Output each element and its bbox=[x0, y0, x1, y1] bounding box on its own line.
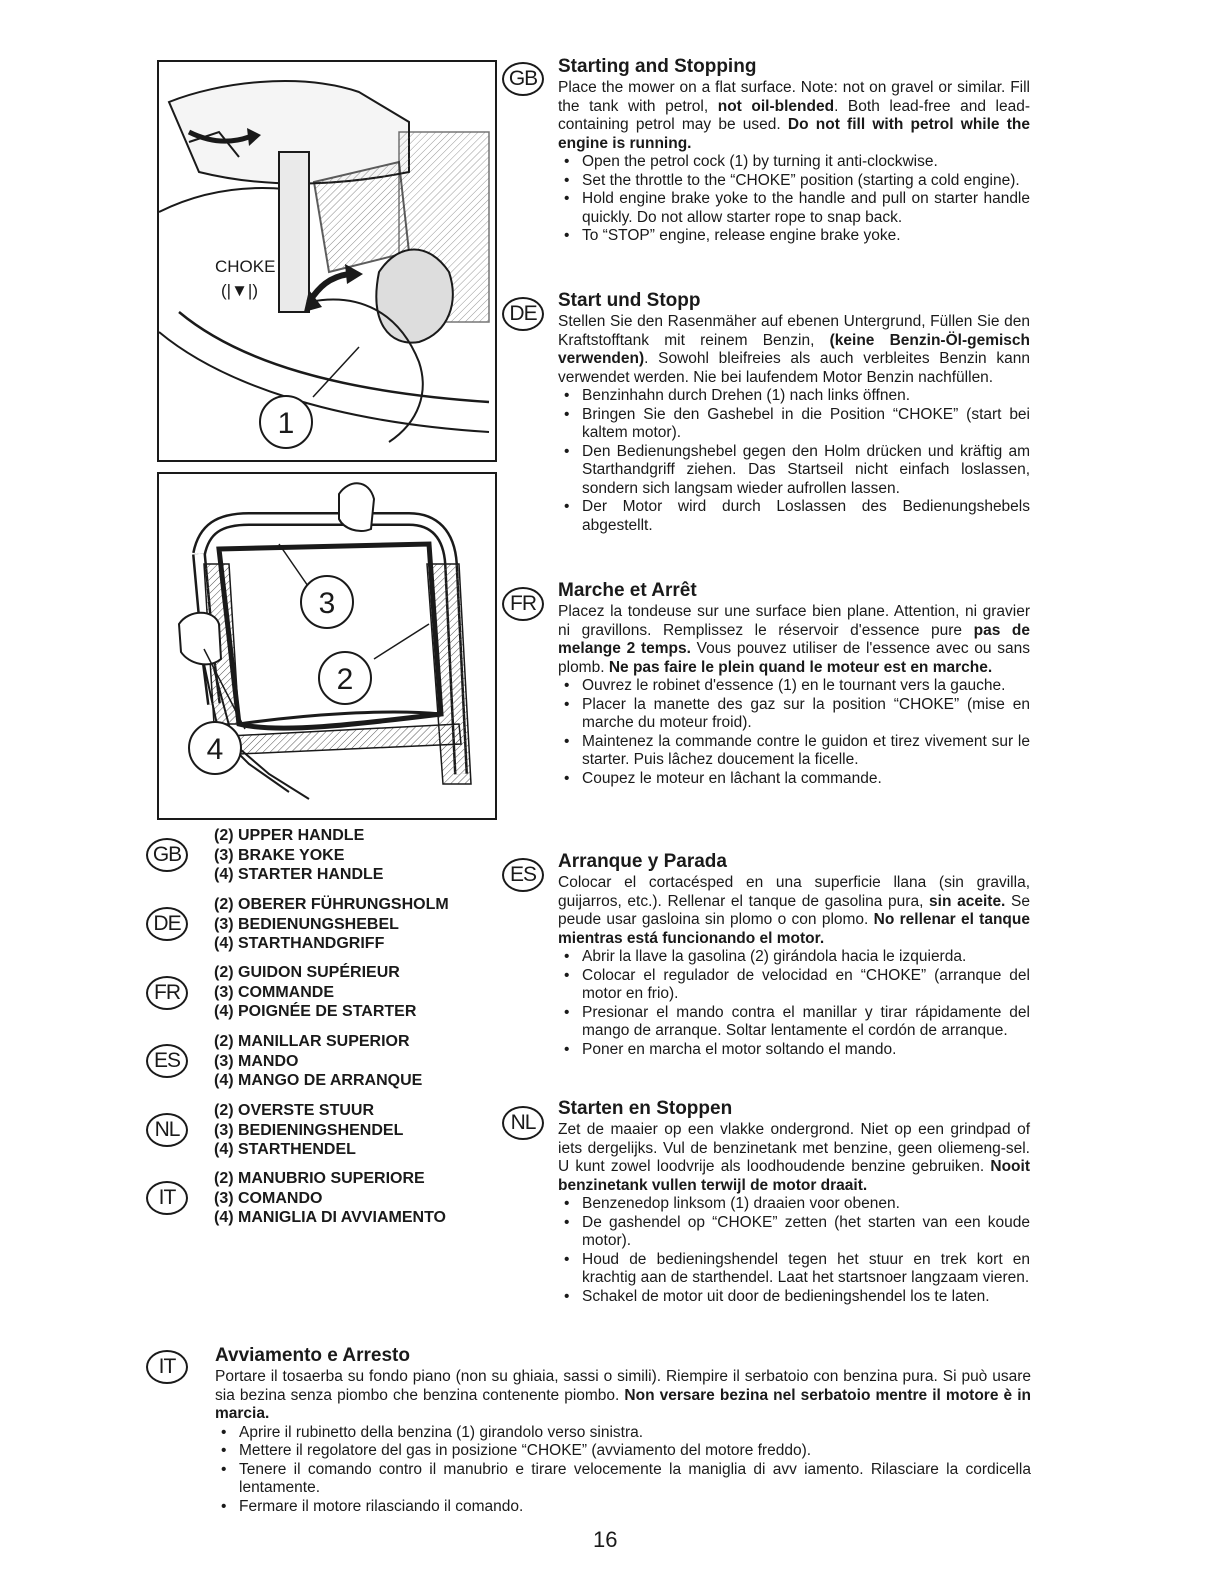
list-item: • Bringen Sie den Gashebel in die Position “CHOKE” (start bei kaltem motor). bbox=[558, 406, 1030, 443]
callout-2: 2 bbox=[336, 663, 354, 696]
legend-line: (4) MANIGLIA DI AVVIAMENTO bbox=[214, 1209, 446, 1226]
list-item: • Open the petrol cock (1) by turning it anti-clockwise. bbox=[558, 153, 1030, 172]
legend-line: (2) MANILLAR SUPERIOR bbox=[214, 1033, 410, 1050]
es-flag-badge: ES bbox=[146, 1044, 188, 1078]
instruction-list bbox=[558, 153, 1030, 246]
list-item: • Hold engine brake yoke to the handle and pull on starter handle quickly. Do not allow starter rope to snap back. bbox=[558, 190, 1030, 227]
legend-gb bbox=[214, 826, 383, 885]
section-de bbox=[558, 290, 1030, 535]
legend-line: (3) BRAKE YOKE bbox=[214, 846, 345, 864]
nl-flag-badge: NL bbox=[502, 1106, 544, 1140]
section-title: Starten en Stoppen bbox=[558, 1098, 733, 1119]
legend-line: (4) MANGO DE ARRANQUE bbox=[214, 1072, 423, 1089]
page-number: 16 bbox=[593, 1527, 618, 1552]
list-item: • Set the throttle to the “CHOKE” position (starting a cold engine). bbox=[558, 172, 1030, 191]
list-item: • Fermare il motore rilasciando il comando. bbox=[215, 1498, 1031, 1517]
nl-flag-badge: NL bbox=[146, 1113, 188, 1147]
list-item: • Benzenedop linksom (1) draaien voor obenen. bbox=[558, 1195, 1030, 1214]
list-item: • To “STOP” engine, release engine brake yoke. bbox=[558, 227, 1030, 246]
list-item: • Ouvrez le robinet d'essence (1) en le tournant vers la gauche. bbox=[558, 677, 1030, 696]
list-item: • Mettere il regolatore del gas in posizione “CHOKE” (avviamento del motore freddo). bbox=[215, 1442, 1031, 1461]
section-intro: Portare il tosaerba su fondo piano (non su ghiaia, sassi o simili). Riempire il serbatoio con benzina pura. Si può usare sia bezina senza piombo che benzina contenente piombo. Non versare bezina nel serbatoio mentre il motore è in marcia. bbox=[215, 1368, 1031, 1422]
legend-line: (3) MANDO bbox=[214, 1052, 299, 1070]
section-nl bbox=[558, 1098, 1030, 1306]
engine-choke-illustration bbox=[157, 60, 497, 462]
list-item: • Den Bedienungshebel gegen den Holm drücken und kräftig am Starthandgriff ziehen. Das Startseil nicht einfach loslassen, sondern sich langsam wieder aufrollen lassen. bbox=[558, 443, 1030, 499]
legend-de bbox=[214, 895, 449, 954]
list-item: • Colocar el regulador de velocidad en “CHOKE” (arranque del motor en frio). bbox=[558, 967, 1030, 1004]
legend-line: (4) STARTHANDGRIFF bbox=[214, 935, 385, 952]
list-item: • Coupez le moteur en lâchant la commande. bbox=[558, 770, 1030, 789]
section-title: Starting and Stopping bbox=[558, 56, 757, 77]
fr-flag-badge: FR bbox=[502, 587, 544, 621]
list-item: • Poner en marcha el motor soltando el mando. bbox=[558, 1041, 1030, 1060]
list-item: • Placer la manette des gaz sur la position “CHOKE” (mise en marche du moteur froid). bbox=[558, 696, 1030, 733]
list-item: • Tenere il comando contro il manubrio e tirare velocemente la maniglia di avv iamento. Rilasciare la cordicella lentamente. bbox=[215, 1461, 1031, 1498]
list-item: • Presionar el mando contra el manillar y tirar rápidamente del mango de arranque. Soltar lentamente el cordón de arranque. bbox=[558, 1004, 1030, 1041]
section-title: Marche et Arrêt bbox=[558, 580, 697, 601]
instruction-list bbox=[558, 948, 1030, 1059]
list-item: • Benzinhahn durch Drehen (1) nach links öffnen. bbox=[558, 387, 1030, 406]
section-fr bbox=[558, 580, 1030, 788]
callout-4: 4 bbox=[206, 733, 224, 766]
list-item: • Der Motor wird durch Loslassen des Bedienungshebels abgestellt. bbox=[558, 498, 1030, 535]
legend-line: (2) UPPER HANDLE bbox=[214, 827, 365, 844]
legend-nl bbox=[214, 1101, 403, 1160]
legend-line: (3) COMANDO bbox=[214, 1189, 323, 1207]
list-item: • De gashendel op “CHOKE” zetten (het starten van een koude motor). bbox=[558, 1214, 1030, 1251]
legend-line: (3) BEDIENUNGSHEBEL bbox=[214, 915, 399, 933]
section-intro: Colocar el cortacésped en una superficie llana (sin gravilla, guijarros, etc.). Rellenar el tanque de gasolina pura, sin aceite. Se peude usar gasloina sin plomo o con plomo. No rellenar el tanque mientras está funcionando el motor. bbox=[558, 874, 1031, 947]
choke-symbol: (|▼|) bbox=[221, 281, 258, 300]
instruction-list bbox=[215, 1424, 1031, 1517]
instruction-list bbox=[558, 387, 1030, 535]
handle-illustration bbox=[157, 472, 497, 820]
legend-fr bbox=[214, 963, 416, 1022]
legend-line: (2) OBERER FÜHRUNGSHOLM bbox=[214, 896, 449, 913]
legend-line: (3) BEDIENINGSHENDEL bbox=[214, 1121, 404, 1139]
list-item: • Abrir la llave la gasolina (2) girándola hacia le izquierda. bbox=[558, 948, 1030, 967]
section-title: Start und Stopp bbox=[558, 290, 701, 311]
section-title: Avviamento e Arresto bbox=[215, 1345, 410, 1366]
legend-line: (3) COMMANDE bbox=[214, 983, 334, 1001]
it-flag-badge: IT bbox=[146, 1181, 188, 1215]
section-title: Arranque y Parada bbox=[558, 851, 727, 872]
es-flag-badge: ES bbox=[502, 858, 544, 892]
section-intro: Stellen Sie den Rasenmäher auf ebenen Untergrund, Füllen Sie den Kraftstofftank mit reinem Benzin, (keine Benzin-Öl-gemisch verwenden). Sowohl bleifreies als auch verbleites Benzin kann verwendet werden. Nie bei laufendem Motor Benzin nachfüllen. bbox=[558, 313, 1030, 386]
section-intro: Zet de maaier op een vlakke ondergrond. Niet op een grindpad of iets dergelijks. Vul de benzinetank met benzine, geen oliemeng-sel. U kunt zowel loodvrije als loodhoudende benzine gebruiken. Nooit benzinetank vullen terwijl de motor draait. bbox=[558, 1121, 1030, 1194]
legend-line: (4) POIGNÉE DE STARTER bbox=[214, 1003, 417, 1020]
callout-3: 3 bbox=[318, 587, 336, 620]
callout-1: 1 bbox=[277, 407, 295, 440]
list-item: • Schakel de motor uit door de bedieningshendel los te laten. bbox=[558, 1288, 1030, 1307]
instruction-list bbox=[558, 1195, 1030, 1306]
it-flag-badge: IT bbox=[146, 1350, 188, 1384]
legend-line: (2) OVERSTE STUUR bbox=[214, 1102, 375, 1119]
legend-es bbox=[214, 1032, 422, 1091]
section-es bbox=[558, 851, 1030, 1059]
gb-flag-badge: GB bbox=[146, 838, 188, 872]
choke-label: CHOKE bbox=[215, 257, 276, 276]
section-it bbox=[215, 1345, 1031, 1516]
gb-flag-badge: GB bbox=[502, 62, 544, 96]
list-item: • Aprire il rubinetto della benzina (1) girandolo verso sinistra. bbox=[215, 1424, 1031, 1443]
section-intro: Place the mower on a flat surface. Note: not on gravel or similar. Fill the tank with petrol, not oil-blended. Both lead-free and lead-containing petrol may be used. Do not fill with petrol while the engine is running. bbox=[558, 79, 1030, 152]
fr-flag-badge: FR bbox=[146, 976, 188, 1010]
list-item: • Houd de bedieningshendel tegen het stuur en trek kort en krachtig aan de starthendel. Laat het startsnoer langzaam vieren. bbox=[558, 1251, 1030, 1288]
legend-line: (2) MANUBRIO SUPERIORE bbox=[214, 1170, 425, 1187]
legend-line: (4) STARTER HANDLE bbox=[214, 866, 384, 883]
legend-line: (4) STARTHENDEL bbox=[214, 1141, 356, 1158]
instruction-list bbox=[558, 677, 1030, 788]
legend-line: (2) GUIDON SUPÉRIEUR bbox=[214, 964, 400, 981]
section-intro: Placez la tondeuse sur une surface bien plane. Attention, ni gravier ni gravillons. Remplissez le réservoir d'essence pure pas de melange 2 temps. Vous pouvez utiliser de l'essence avec ou sans plomb. Ne pas faire le plein quand le moteur est en marche. bbox=[558, 603, 1031, 676]
de-flag-badge: DE bbox=[502, 297, 544, 331]
de-flag-badge: DE bbox=[146, 907, 188, 941]
list-item: • Maintenez la commande contre le guidon et tirez vivement sur le starter. Puis lâchez doucement la ficelle. bbox=[558, 733, 1030, 770]
section-gb bbox=[558, 56, 1030, 246]
legend-it bbox=[214, 1169, 446, 1228]
